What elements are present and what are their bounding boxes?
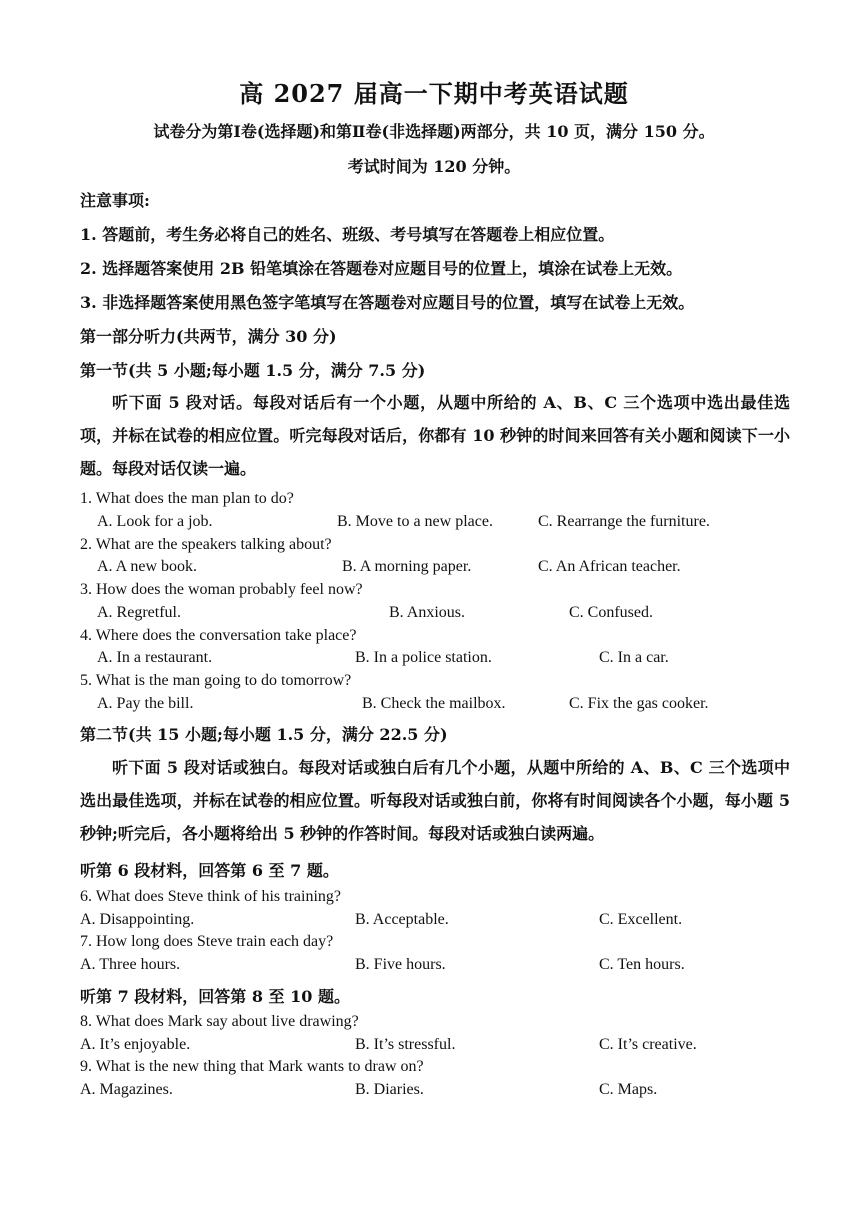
option-b: B. In a police station.	[355, 649, 492, 666]
option-a: A. Pay the bill.	[97, 695, 194, 712]
page-title: 高 2027 届高一下期中考英语试题	[239, 79, 629, 108]
option-c: C. Rearrange the furniture.	[538, 513, 710, 530]
exam-time: 考试时间为 120 分钟。	[347, 157, 521, 176]
question-text: 6. What does Steve think of his training?	[80, 888, 341, 905]
option-c: C. Ten hours.	[599, 956, 685, 973]
notice-item: 1. 答题前，考生务必将自己的姓名、班级、考号填写在答题卷上相应位置。	[80, 225, 615, 244]
question-text: 7. How long does Steve train each day?	[80, 933, 334, 950]
section1-instructions: 听下面 5 段对话。每段对话后有一个小题，从题中所给的 A、B、C 三个选项中选出最佳选项，并标在试卷的相应位置。听完每段对话后，你都有 10 秒钟的时间来回答有关小题和阅读下一小题。每段对话仅读一遍。	[80, 393, 790, 478]
option-c: C. Confused.	[569, 604, 653, 621]
question-text: 2. What are the speakers talking about?	[80, 536, 332, 553]
option-b: B. It’s stressful.	[355, 1036, 456, 1053]
material-7-heading: 听第 7 段材料，回答第 8 至 10 题。	[80, 987, 350, 1006]
option-b: B. A morning paper.	[342, 558, 472, 575]
option-b: B. Check the mailbox.	[362, 695, 506, 712]
section1-heading: 第一节(共 5 小题;每小题 1.5 分，满分 7.5 分)	[80, 361, 426, 380]
option-c: C. Maps.	[599, 1081, 658, 1098]
option-b: B. Five hours.	[355, 956, 446, 973]
option-c: C. An African teacher.	[538, 558, 681, 575]
section2-instructions: 听下面 5 段对话或独白。每段对话或独白后有几个小题，从题中所给的 A、B、C 三个选项中选出最佳选项，并标在试卷的相应位置。听每段对话或独白前，你将有时间阅读各个小题，每小题 5 秒钟;听完后，各小题将给出 5 秒钟的作答时间。每段对话或独白读两遍。	[80, 758, 790, 843]
question-text: 3. How does the woman probably feel now?	[80, 581, 363, 598]
notice-heading: 注意事项:	[80, 191, 150, 210]
option-c: C. Fix the gas cooker.	[569, 695, 709, 712]
option-c: C. Excellent.	[599, 911, 683, 928]
option-b: B. Diaries.	[355, 1081, 424, 1098]
material-6-heading: 听第 6 段材料，回答第 6 至 7 题。	[80, 861, 339, 880]
option-a: A. Regretful.	[97, 604, 181, 621]
question-text: 8. What does Mark say about live drawing?	[80, 1013, 359, 1030]
option-a: A. Look for a job.	[97, 513, 213, 530]
notice-item: 2. 选择题答案使用 2B 铅笔填涂在答题卷对应题目号的位置上，填涂在试卷上无效。	[80, 259, 683, 278]
option-a: A. Three hours.	[80, 956, 181, 973]
option-b: B. Move to a new place.	[337, 513, 493, 530]
option-c: C. It’s creative.	[599, 1036, 697, 1053]
exam-subtitle: 试卷分为第Ⅰ卷(选择题)和第Ⅱ卷(非选择题)两部分，共 10 页，满分 150 分。	[153, 122, 715, 141]
notice-item: 3. 非选择题答案使用黑色签字笔填写在答题卷对应题目号的位置，填写在试卷上无效。	[80, 293, 695, 312]
option-a: A. A new book.	[97, 558, 197, 575]
section2-heading: 第二节(共 15 小题;每小题 1.5 分，满分 22.5 分)	[80, 725, 448, 744]
question-text: 4. Where does the conversation take place?	[80, 627, 357, 644]
option-b: B. Acceptable.	[355, 911, 449, 928]
question-text: 9. What is the new thing that Mark wants to draw on?	[80, 1058, 424, 1075]
option-a: A. In a restaurant.	[97, 649, 213, 666]
option-a: A. It’s enjoyable.	[80, 1036, 191, 1053]
part1-heading: 第一部分听力(共两节，满分 30 分)	[80, 327, 337, 346]
option-a: A. Magazines.	[80, 1081, 173, 1098]
option-c: C. In a car.	[599, 649, 669, 666]
question-text: 5. What is the man going to do tomorrow?	[80, 672, 352, 689]
option-b: B. Anxious.	[389, 604, 466, 621]
option-a: A. Disappointing.	[80, 911, 195, 928]
question-text: 1. What does the man plan to do?	[80, 490, 294, 507]
